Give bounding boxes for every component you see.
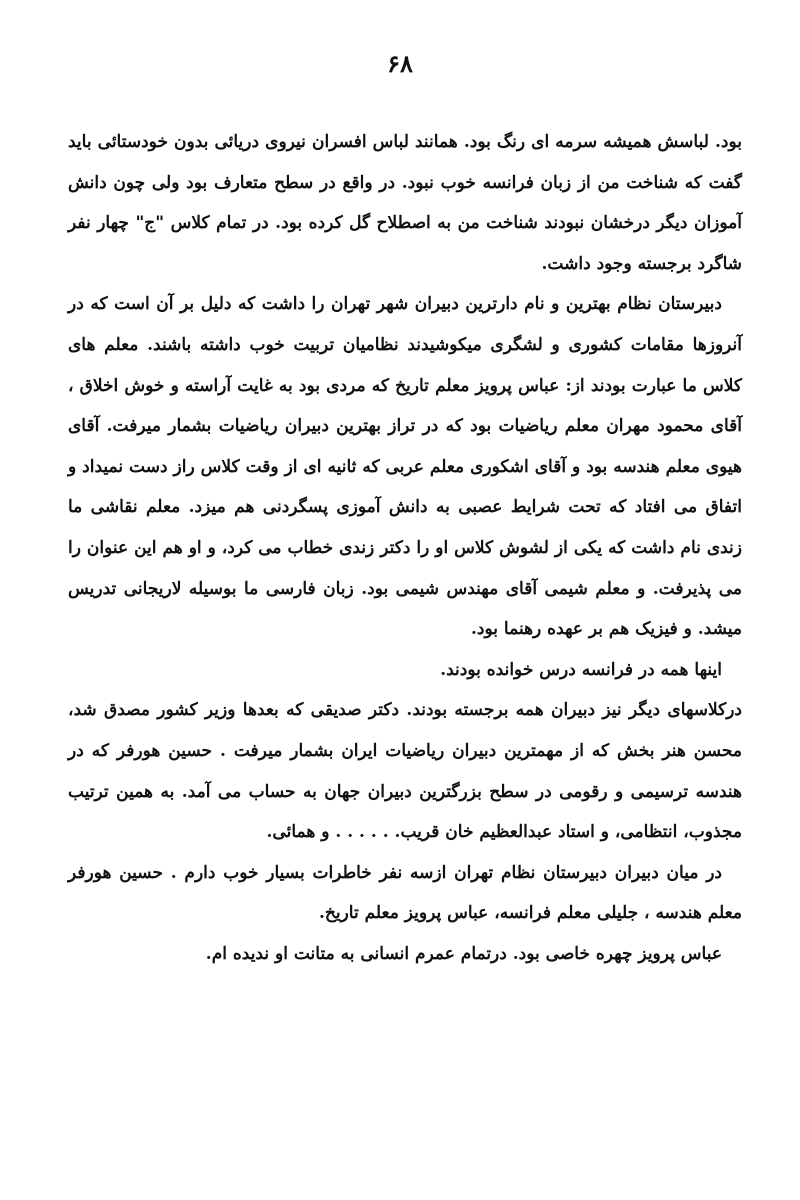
paragraph-5: در میان دبیران دبیرستان نظام تهران ازسه نفر خاطرات بسیار خوب دارم . حسین هورفر معلم هندسه ، جلیلی معلم فرانسه، عباس پرویز معلم تاریخ. — [68, 862, 742, 924]
paragraph-1: بود. لباسش همیشه سرمه ای رنگ بود. همانند لباس افسران نیروی دریائی بدون خودستائی باید گفت که شناخت من از زبان فرانسه خوب نبود. در واقع در سطح متعارف بود ولی چون دانش آموزان دیگر درخشان نبودند شناخت من به اصطلاح گل کرده بود. در تمام کلاس "ج" چهار نفر شاگرد برجسته وجود داشت. — [68, 132, 742, 274]
page-number: ۶۸ — [387, 49, 413, 78]
paragraph-6: عباس پرویز چهره خاصی بود. درتمام عمرم انسانی به متانت او ندیده ام. — [205, 943, 722, 964]
body-text — [68, 122, 742, 974]
paragraph-3: اینها همه در فرانسه درس خوانده بودند. — [440, 659, 722, 680]
paragraph-2: دبیرستان نظام بهترین و نام دارترین دبیران شهر تهران را داشت که دلیل بر آن است که در آنروزها مقامات کشوری و لشگری میکوشیدند نظامیان تربیت خوب داشته باشند. معلم های کلاس ما عبارت بودند از: عباس پرویز معلم تاریخ که مردی بود به غایت آراسته و خوش اخلاق ، آقای محمود مهران معلم ریاضیات بود که در تراز بهترین دبیران ریاضیات بشمار میرفت. آقای هیوی معلم هندسه بود و آقای اشکوری معلم عربی که ثانیه ای از وقت کلاس راز دست نمیداد و اتفاق می افتاد که تحت شرایط عصبی به دانش آموزی پسگردنی هم میزد. معلم نقاشی ما زندی نام داشت که یکی از لشوش کلاس او را دکتر زندی خطاب می کرد، و او هم این عنوان را می پذیرفت. و معلم شیمی آقای مهندس شیمی بود. زبان فارسی ما بوسیله لاریجانی تدریس میشد. و فیزیک هم بر عهده رهنما بود. — [68, 294, 742, 640]
paragraph-4: درکلاسهای دیگر نیز دبیران همه برجسته بودند. دکتر صدیقی که بعدها وزیر کشور مصدق شد، محسن هنر بخش که از مهمترین دبیران ریاضیات ایران بشمار میرفت . حسین هورفر که در هندسه ترسیمی و رقومی در سطح بزرگترین دبیران جهان به حساب می آمد. به همین ترتیب مجذوب، انتظامی، و استاد عبدالعظیم خان قریب. . . . . . و همائی. — [68, 700, 742, 843]
